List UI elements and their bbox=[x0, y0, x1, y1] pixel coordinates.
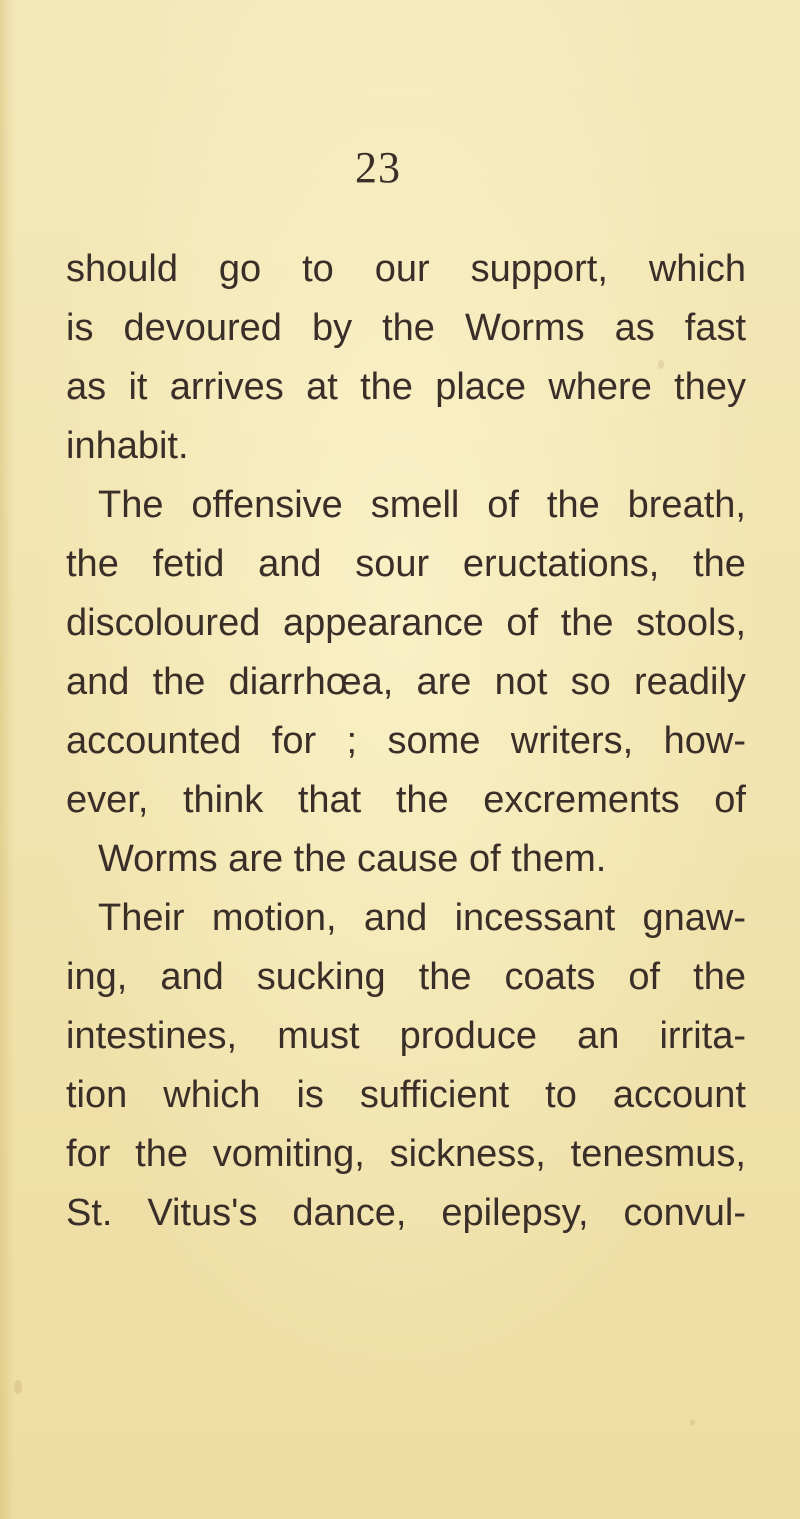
text-line: ever, think that the excrements of bbox=[66, 779, 746, 821]
text-line: tion which is sufficient to account bbox=[66, 1074, 746, 1116]
text-line: ing, and sucking the coats of the bbox=[66, 956, 746, 998]
page-number: 23 bbox=[355, 143, 401, 192]
text-line: and the diarrhœa, are not so readily bbox=[66, 661, 746, 703]
paper-blemish bbox=[690, 1420, 695, 1425]
text-line: is devoured by the Worms as fast bbox=[66, 307, 746, 349]
text-line: should go to our support, which bbox=[66, 248, 746, 290]
text-line: Worms are the cause of them. bbox=[98, 838, 607, 880]
paper-blemish bbox=[14, 1380, 22, 1394]
text-line: intestines, must produce an irrita- bbox=[66, 1015, 746, 1057]
text-line: the fetid and sour eructations, the bbox=[66, 543, 746, 585]
text-line: accounted for ; some writers, how- bbox=[66, 720, 746, 762]
text-line: inhabit. bbox=[66, 425, 189, 467]
text-line: Their motion, and incessant gnaw- bbox=[98, 897, 746, 939]
text-line: St. Vitus's dance, epilepsy, convul- bbox=[66, 1192, 746, 1234]
text-line: as it arrives at the place where they bbox=[66, 366, 746, 408]
text-line: for the vomiting, sickness, tenesmus, bbox=[66, 1133, 746, 1175]
text-line: discoloured appearance of the stools, bbox=[66, 602, 746, 644]
body-text bbox=[66, 240, 746, 1243]
text-line: The offensive smell of the breath, bbox=[98, 484, 746, 526]
